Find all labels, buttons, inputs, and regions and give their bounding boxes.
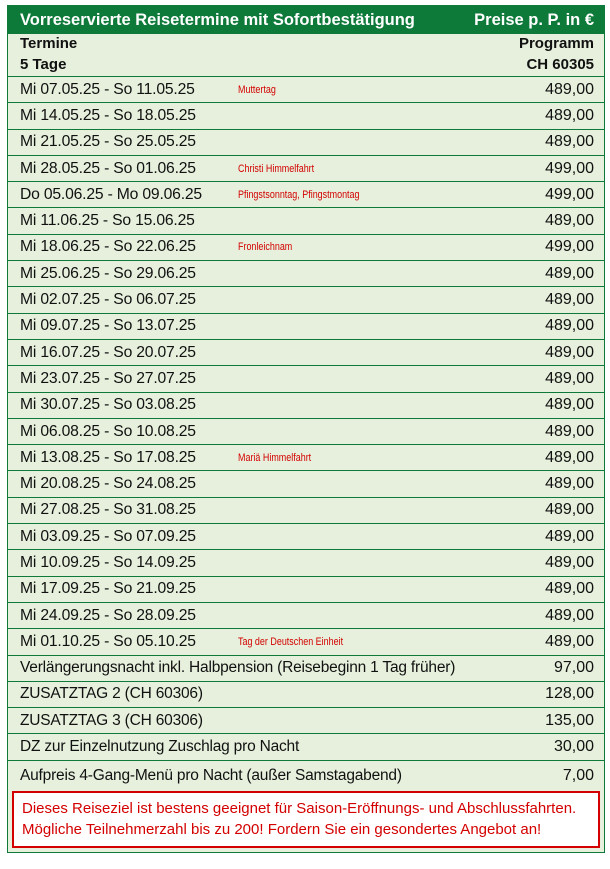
price-table bbox=[7, 5, 605, 853]
extra-row bbox=[8, 708, 604, 734]
table-row bbox=[8, 156, 604, 182]
row-price: 499,00 bbox=[545, 159, 594, 177]
extra-label: Verlängerungsnacht inkl. Halbpension (Reisebeginn 1 Tag früher) bbox=[20, 659, 456, 677]
table-row bbox=[8, 103, 604, 129]
table-row bbox=[8, 603, 604, 629]
row-dates: Mi 17.09.25 - So 21.09.25 bbox=[20, 580, 196, 598]
table-row bbox=[8, 287, 604, 313]
table-row bbox=[8, 77, 604, 103]
row-price: 489,00 bbox=[545, 606, 594, 624]
row-price: 489,00 bbox=[545, 448, 594, 466]
row-dates: Mi 02.07.25 - So 06.07.25 bbox=[20, 291, 196, 309]
row-price: 489,00 bbox=[545, 553, 594, 571]
row-note: Mariä Himmelfahrt bbox=[238, 451, 312, 464]
extra-label: ZUSATZTAG 3 (CH 60306) bbox=[20, 711, 203, 729]
table-row bbox=[8, 393, 604, 419]
table-row bbox=[8, 445, 604, 471]
table-row bbox=[8, 629, 604, 655]
row-note: Fronleichnam bbox=[238, 241, 293, 254]
extra-price: 135,00 bbox=[545, 711, 594, 729]
row-dates: Mi 10.09.25 - So 14.09.25 bbox=[20, 553, 196, 571]
row-dates: Mi 13.08.25 - So 17.08.25 bbox=[20, 448, 196, 466]
table-title: Vorreservierte Reisetermine mit Sofortbestätigung bbox=[20, 10, 415, 29]
row-price: 489,00 bbox=[545, 475, 594, 493]
row-price: 489,00 bbox=[545, 396, 594, 414]
prices-label: Preise p. P. in € bbox=[474, 10, 594, 29]
row-price: 499,00 bbox=[545, 185, 594, 203]
row-price: 499,00 bbox=[545, 238, 594, 256]
title-bar bbox=[8, 6, 604, 34]
row-price: 489,00 bbox=[545, 580, 594, 598]
row-dates: Mi 06.08.25 - So 10.08.25 bbox=[20, 422, 196, 440]
notice-box: Dieses Reiseziel ist bestens geeignet für Saison-Eröffnungs- und Abschlussfahrten. Mögliche Teilnehmerzahl bis zu 200! Fordern Sie ein gesondertes Angebot an! bbox=[12, 791, 600, 848]
row-dates: Mi 07.05.25 - So 11.05.25 bbox=[20, 80, 195, 98]
table-row bbox=[8, 498, 604, 524]
row-dates: Mi 28.05.25 - So 01.06.25 bbox=[20, 159, 196, 177]
extra-label: Aufpreis 4-Gang-Menü pro Nacht (außer Samstagabend) bbox=[20, 766, 402, 784]
table-row bbox=[8, 235, 604, 261]
extra-price: 128,00 bbox=[545, 685, 594, 703]
row-dates: Mi 01.10.25 - So 05.10.25 bbox=[20, 632, 196, 650]
extra-price: 97,00 bbox=[553, 659, 594, 677]
row-dates: Mi 14.05.25 - So 18.05.25 bbox=[20, 106, 196, 124]
row-price: 489,00 bbox=[545, 133, 594, 151]
row-price: 489,00 bbox=[545, 422, 594, 440]
table-row bbox=[8, 577, 604, 603]
extra-row bbox=[8, 656, 604, 682]
table-row bbox=[8, 419, 604, 445]
row-dates: Mi 25.06.25 - So 29.06.25 bbox=[20, 264, 196, 282]
row-note: Christi Himmelfahrt bbox=[238, 162, 315, 175]
row-price: 489,00 bbox=[545, 527, 594, 545]
table-row bbox=[8, 314, 604, 340]
row-dates: Mi 24.09.25 - So 28.09.25 bbox=[20, 606, 196, 624]
extra-row bbox=[8, 682, 604, 708]
column-header bbox=[8, 34, 604, 54]
dates-header: Termine bbox=[20, 35, 78, 52]
row-dates: Do 05.06.25 - Mo 09.06.25 bbox=[20, 185, 202, 203]
extra-price: 7,00 bbox=[562, 766, 594, 784]
row-dates: Mi 23.07.25 - So 27.07.25 bbox=[20, 369, 196, 387]
table-row bbox=[8, 340, 604, 366]
row-note: Muttertag bbox=[238, 83, 276, 96]
row-note: Pfingstsonntag, Pfingstmontag bbox=[238, 188, 360, 201]
row-dates: Mi 16.07.25 - So 20.07.25 bbox=[20, 343, 196, 361]
row-dates: Mi 03.09.25 - So 07.09.25 bbox=[20, 527, 196, 545]
extra-row bbox=[8, 734, 604, 760]
row-price: 489,00 bbox=[545, 106, 594, 124]
row-price: 489,00 bbox=[545, 291, 594, 309]
duration-label: 5 Tage bbox=[20, 56, 67, 73]
row-dates: Mi 18.06.25 - So 22.06.25 bbox=[20, 238, 196, 256]
row-price: 489,00 bbox=[545, 369, 594, 387]
date-rows bbox=[8, 77, 604, 656]
table-row bbox=[8, 182, 604, 208]
table-row bbox=[8, 261, 604, 287]
row-price: 489,00 bbox=[545, 343, 594, 361]
row-price: 489,00 bbox=[545, 80, 594, 98]
column-subheader bbox=[8, 54, 604, 77]
extra-label: DZ zur Einzelnutzung Zuschlag pro Nacht bbox=[20, 738, 300, 756]
row-note: Tag der Deutschen Einheit bbox=[238, 635, 344, 648]
row-dates: Mi 20.08.25 - So 24.08.25 bbox=[20, 475, 196, 493]
row-dates: Mi 09.07.25 - So 13.07.25 bbox=[20, 317, 196, 335]
row-price: 489,00 bbox=[545, 501, 594, 519]
table-row bbox=[8, 208, 604, 234]
row-dates: Mi 21.05.25 - So 25.05.25 bbox=[20, 133, 196, 151]
row-dates: Mi 30.07.25 - So 03.08.25 bbox=[20, 396, 196, 414]
row-price: 489,00 bbox=[545, 317, 594, 335]
table-row bbox=[8, 524, 604, 550]
table-row bbox=[8, 366, 604, 392]
row-dates: Mi 27.08.25 - So 31.08.25 bbox=[20, 501, 196, 519]
extra-rows bbox=[8, 656, 604, 791]
row-price: 489,00 bbox=[545, 632, 594, 650]
row-price: 489,00 bbox=[545, 212, 594, 230]
row-price: 489,00 bbox=[545, 264, 594, 282]
table-row bbox=[8, 471, 604, 497]
extra-row bbox=[8, 761, 604, 791]
table-row bbox=[8, 550, 604, 576]
program-header: Programm bbox=[518, 35, 594, 52]
extra-label: ZUSATZTAG 2 (CH 60306) bbox=[20, 685, 203, 703]
program-code: CH 60305 bbox=[526, 56, 594, 73]
row-dates: Mi 11.06.25 - So 15.06.25 bbox=[20, 212, 195, 230]
table-row bbox=[8, 130, 604, 156]
extra-price: 30,00 bbox=[553, 738, 594, 756]
